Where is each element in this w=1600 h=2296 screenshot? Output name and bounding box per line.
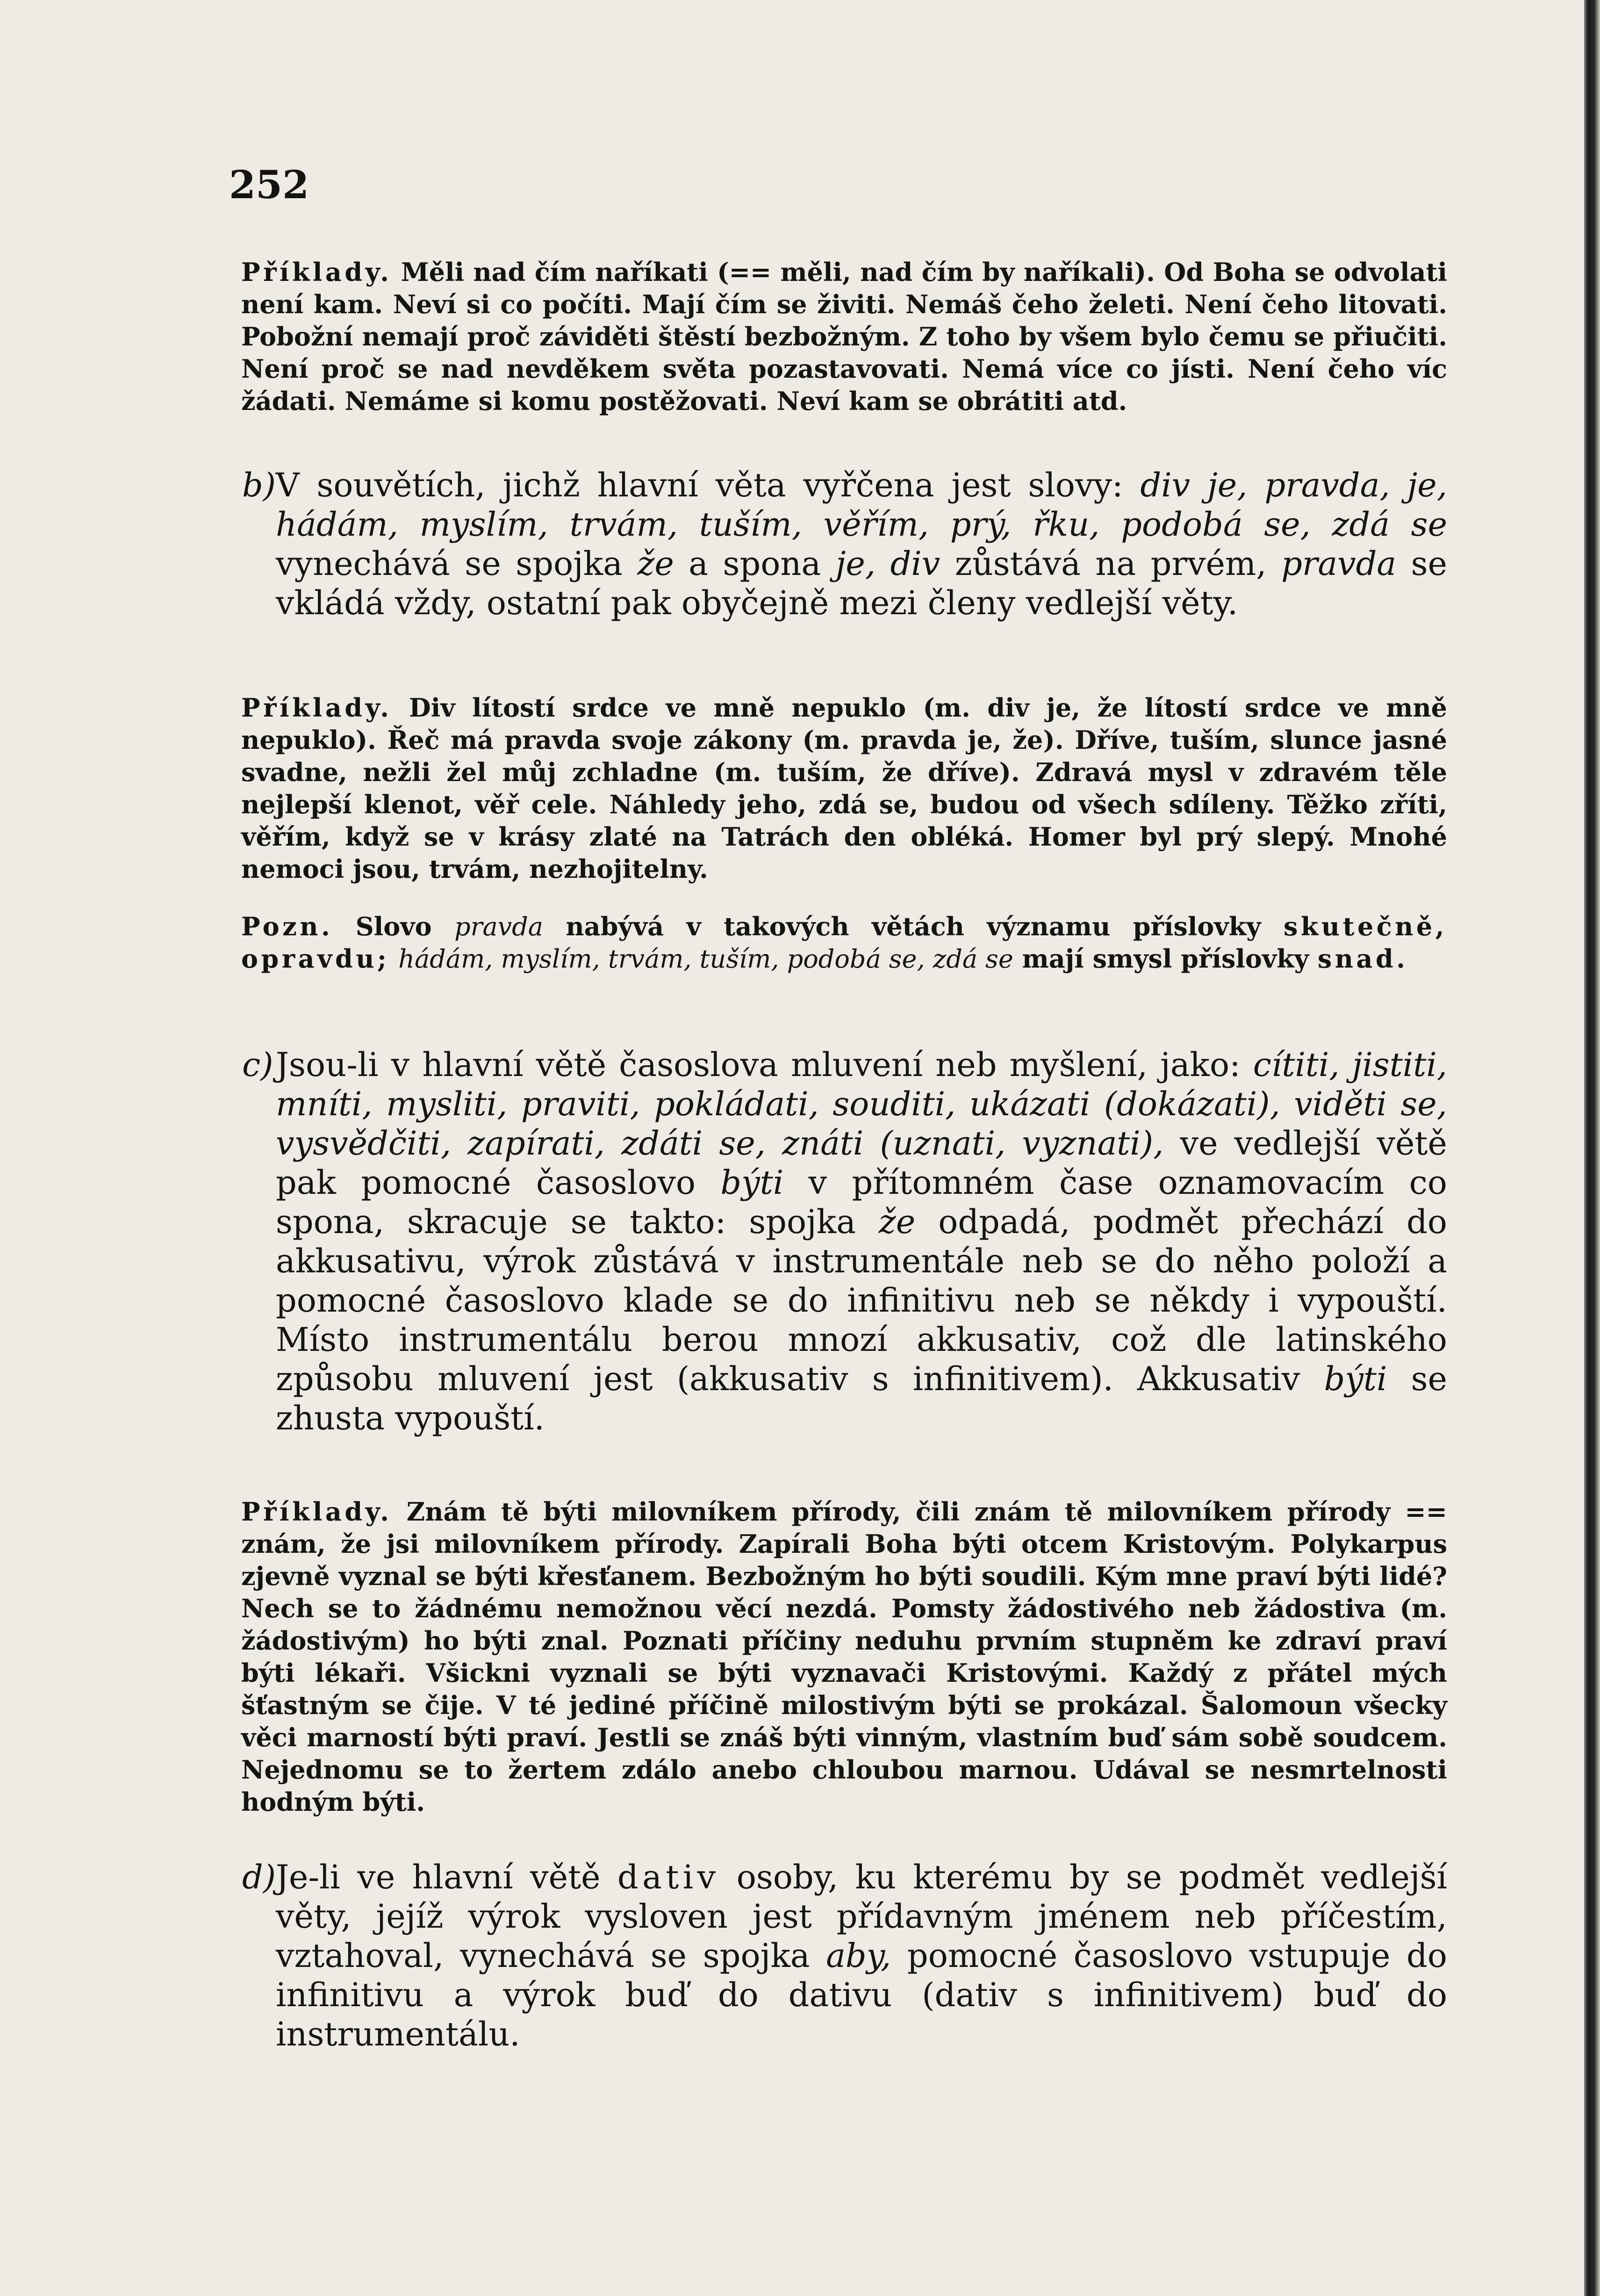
- note-heading: Pozn.: [241, 911, 333, 941]
- section-label: b): [242, 466, 276, 504]
- note-block: Pozn. Slovo pravda nabývá v takových větách významu příslovky skutečně, opravdu; hádám, myslím, trvám, tuším, podobá se, zdá se mají smysl příslovky snad.: [241, 911, 1447, 974]
- examples-heading: Příklady.: [241, 693, 392, 723]
- page-edge-shadow: [1584, 0, 1600, 2296]
- section-label: d): [242, 1858, 276, 1896]
- section-c: c) Jsou-li v hlavní větě časoslova mluvení neb myšlení, jako: cítiti, jistiti, mníti, mysliti, praviti, pokládati, souditi, ukázati (dokázati), viděti se, vysvědčiti, zapírati, zdáti se, znáti (uznati, vyznati), ve vedlejší větě pak pomocné časoslovo býti v přítomném čase oznamovacím co spona, skracuje se takto: spojka že odpadá, podmět přechází do akkusativu, výrok zůstává v instrumentále neb se do něho položí a pomocné časoslovo klade se do infinitivu neb se někdy i vypouští. Místo instrumentálu berou mnozí akkusativ, což dle latinského způsobu mluvení jest (akkusativ s infinitivem). Akkusativ býti se zhusta vypouští.: [242, 1046, 1448, 1437]
- examples-text: Div lítostí srdce ve mně nepuklo (m. div je, že lítostí srdce ve mně nepuklo). Řeč má pravda svoje zákony (m. pravda je, že). Dříve, tuším, slunce jasné svadne, nežli žel můj zchladne (m. tuším, že dříve). Zdravá mysl v zdravém těle nejlepší klenot, věř cele. Náhledy jeho, zdá se, budou od všech sdíleny. Těžko zříti, věřím, když se v krásy zlaté na Tatrách den obléká. Homer byl prý slepý. Mnohé nemoci jsou, trvám, nezhojitelny.: [241, 693, 1447, 884]
- section-b: b) V souvětích, jichž hlavní věta vyřčena jest slovy: div je, pravda, je, hádám, myslím, trvám, tuším, věřím, prý, řku, podobá se, zdá se vynechává se spojka že a spona je, div zůstává na prvém, pravda se vkládá vždy, ostatní pak obyčejně mezi členy vedlejší věty.: [242, 466, 1448, 622]
- examples-text: Znám tě býti milovníkem přírody, čili znám tě milovníkem přírody == znám, že jsi milovníkem přírody. Zapírali Boha býti otcem Kristovým. Polykarpus zjevně vyznal se býti křesťanem. Bezbožným ho býti soudili. Kým mne praví býti lidé? Nech se to žádnému nemožnou věcí nezdá. Pomsty žádostivého neb žádostiva (m. žádostivým) ho býti znal. Poznati příčiny neduhu prvním stupněm ke zdraví praví býti lékaři. Všickni vyznali se býti vyznavači Kristovými. Každý z přátel mých šťastným se čije. V té jediné příčině milostivým býti se prokázal. Šalomoun všecky věci marností býti praví. Jestli se znáš býti vinným, vlastním buď sám sobě soudcem. Nejednomu se to žertem zdálo anebo chloubou marnou. Udával se nesmrtelnosti hodným býti.: [241, 1497, 1447, 1817]
- examples-block-3: [241, 1496, 1447, 1818]
- examples-heading: Příklady.: [241, 1497, 392, 1527]
- examples-heading: Příklady.: [241, 257, 392, 287]
- section-d: d) Je-li ve hlavní větě dativ osoby, ku kterému by se podmět vedlejší věty, jejíž výrok vysloven jest přídavným jménem neb příčestím, vztahoval, vynechává se spojka aby, pomocné časoslovo vstupuje do infinitivu a výrok buď do dativu (dativ s infinitivem) buď do instrumentálu.: [242, 1858, 1447, 2053]
- page-number: 252: [229, 163, 309, 208]
- examples-text: Měli nad čím naříkati (== měli, nad čím by naříkali). Od Boha se odvolati není kam. Neví si co počíti. Mají čím se živiti. Nemáš čeho želeti. Není čeho litovati. Pobožní nemají proč záviděti štěstí bezbožným. Z toho by všem bylo čemu se přiučiti. Není proč se nad nevděkem světa pozastavovati. Nemá více co jísti. Není čeho víc žádati. Nemáme si komu postěžovati. Neví kam se obrátiti atd.: [241, 257, 1447, 416]
- examples-block-1: [241, 256, 1447, 417]
- examples-block-2: [241, 692, 1447, 885]
- section-label: c): [242, 1046, 273, 1084]
